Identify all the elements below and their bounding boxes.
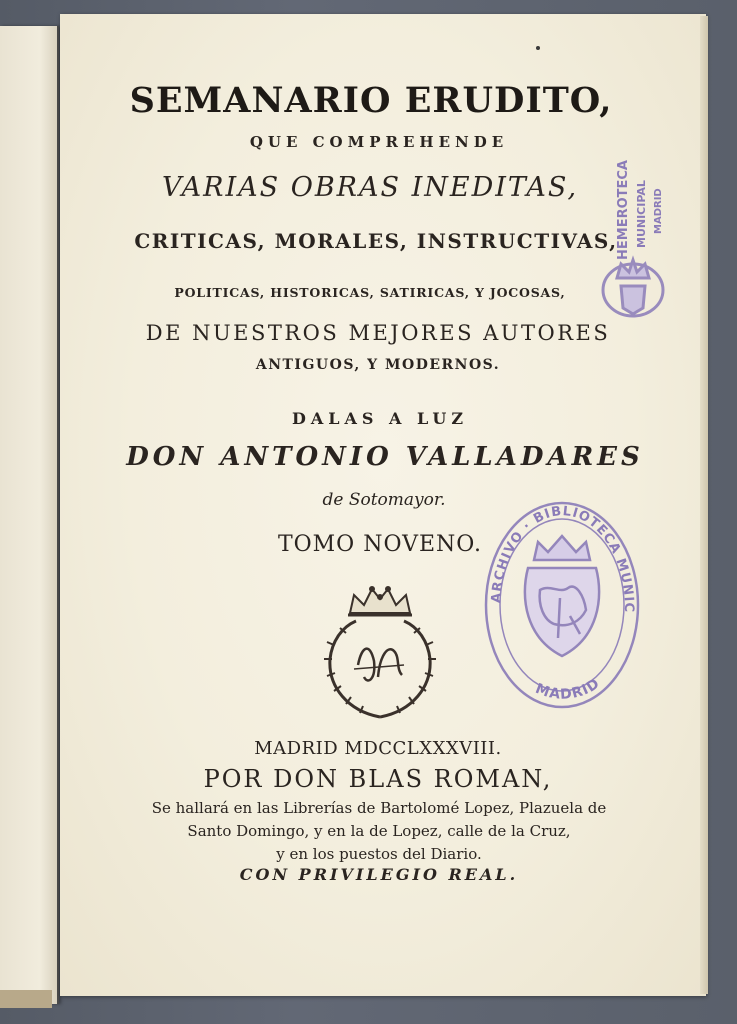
subtitle-politicas: POLITICAS, HISTORICAS, SATIRICAS, Y JOCOSAS, <box>174 285 566 300</box>
library-stamp-icon <box>593 140 673 325</box>
printer-emblem <box>318 585 442 725</box>
printer-name: POR DON BLAS ROMAN, <box>203 765 553 793</box>
author-surname: de Sotomayor. <box>322 490 446 510</box>
biblioteca-municipal-stamp <box>480 498 645 713</box>
subtitle-antiguos: ANTIGUOS, Y MODERNOS. <box>255 357 501 373</box>
sale-line-2: Santo Domingo, y en la de Lopez, calle de la Cruz, <box>187 822 571 840</box>
stamp-line-3: MADRID <box>653 188 664 234</box>
dalas-a-luz: DALAS A LUZ <box>291 409 469 428</box>
municipal-seal-icon <box>480 498 645 713</box>
seal-ring-text: ARCHIVO · BIBLIOTECA MUNIC <box>489 503 637 614</box>
crown-wreath-icon <box>318 585 442 725</box>
ink-speck <box>536 46 540 50</box>
stamp-line-1: HEMEROTECA <box>616 160 631 260</box>
volume-label: TOMO NOVENO. <box>277 532 483 557</box>
stamp-line-2: MUNICIPAL <box>635 180 648 248</box>
subtitle-comprehende: QUE COMPREHENDE <box>249 133 509 151</box>
imprint-city-year: MADRID MDCCLXXXVIII. <box>254 738 502 759</box>
royal-privilege: CON PRIVILEGIO REAL. <box>239 865 519 884</box>
sale-line-3: y en los puestos del Diario. <box>276 845 482 863</box>
subtitle-obras-ineditas: VARIAS OBRAS INEDITAS, <box>161 172 579 203</box>
subtitle-criticas: CRITICAS, MORALES, INSTRUCTIVAS, <box>134 229 618 253</box>
book-title: SEMANARIO ERUDITO, <box>129 80 613 121</box>
subtitle-autores: DE NUESTROS MEJORES AUTORES <box>145 321 611 345</box>
sale-line-1: Se hallará en las Librerías de Bartolomé Lopez, Plazuela de <box>151 799 607 817</box>
author-name: DON ANTONIO VALLADARES <box>126 442 644 472</box>
seal-bottom-text: MADRID <box>533 675 604 703</box>
hemeroteca-stamp <box>593 140 673 325</box>
book-binding-edge <box>0 990 52 1008</box>
